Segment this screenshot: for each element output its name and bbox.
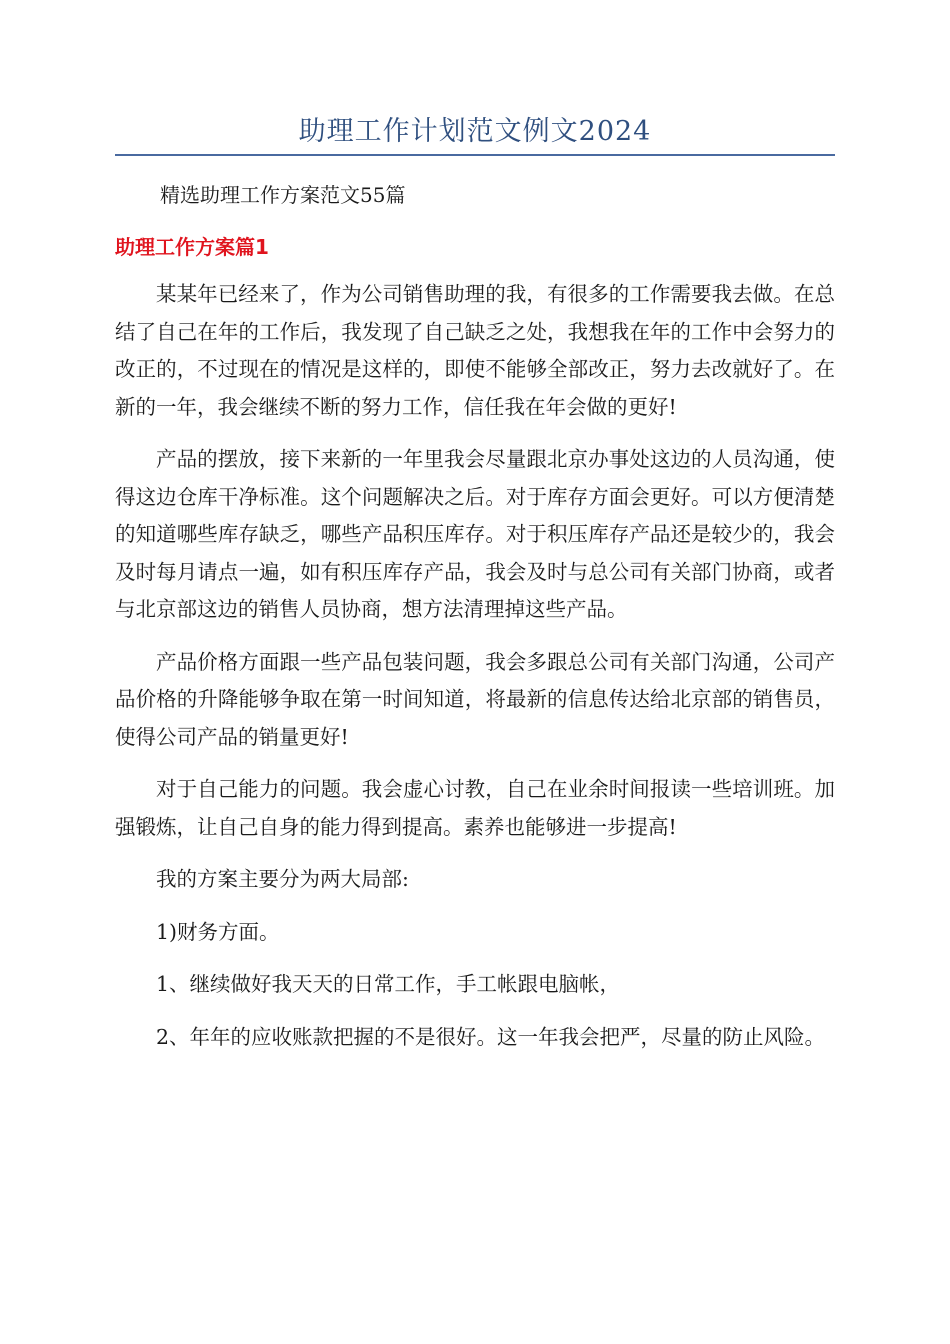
paragraph-3: 产品价格方面跟一些产品包装问题，我会多跟总公司有关部门沟通，公司产品价格的升降能够争取在第一时间知道，将最新的信息传达给北京部的销售员，使得公司产品的销量更好! <box>115 649 835 749</box>
paragraph-5: 我的方案主要分为两大局部: <box>156 867 409 891</box>
document-title: 助理工作计划范文例文2024 <box>298 116 652 147</box>
paragraph-2: 产品的摆放，接下来新的一年里我会尽量跟北京办事处这边的人员沟通，使得这边仓库干净标准。这个问题解决之后。对于库存方面会更好。可以方便清楚的知道哪些库存缺乏，哪些产品积压库存。对于积压库存产品还是较少的，我会及时每月请点一遍，如有积压库存产品，我会及时与总公司有关部门协商，或者与北京部这边的销售人员协商，想方法清理掉这些产品。 <box>115 447 835 621</box>
paragraph-8: 2、年年的应收账款把握的不是很好。这一年我会把严，尽量的防止风险。 <box>156 1024 826 1049</box>
document-subtitle: 精选助理工作方案范文55篇 <box>160 183 406 207</box>
body-text <box>115 276 835 1071</box>
section-heading: 助理工作方案篇1 <box>115 235 269 259</box>
paragraph-6: 1)财务方面。 <box>156 919 280 944</box>
title-underline <box>115 154 835 156</box>
paragraph-4: 对于自己能力的问题。我会虚心讨教，自己在业余时间报读一些培训班。加强锻炼，让自己自身的能力得到提高。素养也能够进一步提高! <box>115 777 835 839</box>
paragraph-1: 某某年已经来了，作为公司销售助理的我，有很多的工作需要我去做。在总结了自己在年的工作后，我发现了自己缺乏之处，我想我在年的工作中会努力的改正的，不过现在的情况是这样的，即使不能够全部改正，努力去改就好了。在新的一年，我会继续不断的努力工作，信任我在年会做的更好! <box>115 282 835 419</box>
paragraph-7: 1、继续做好我天天的日常工作，手工帐跟电脑帐， <box>156 972 621 996</box>
